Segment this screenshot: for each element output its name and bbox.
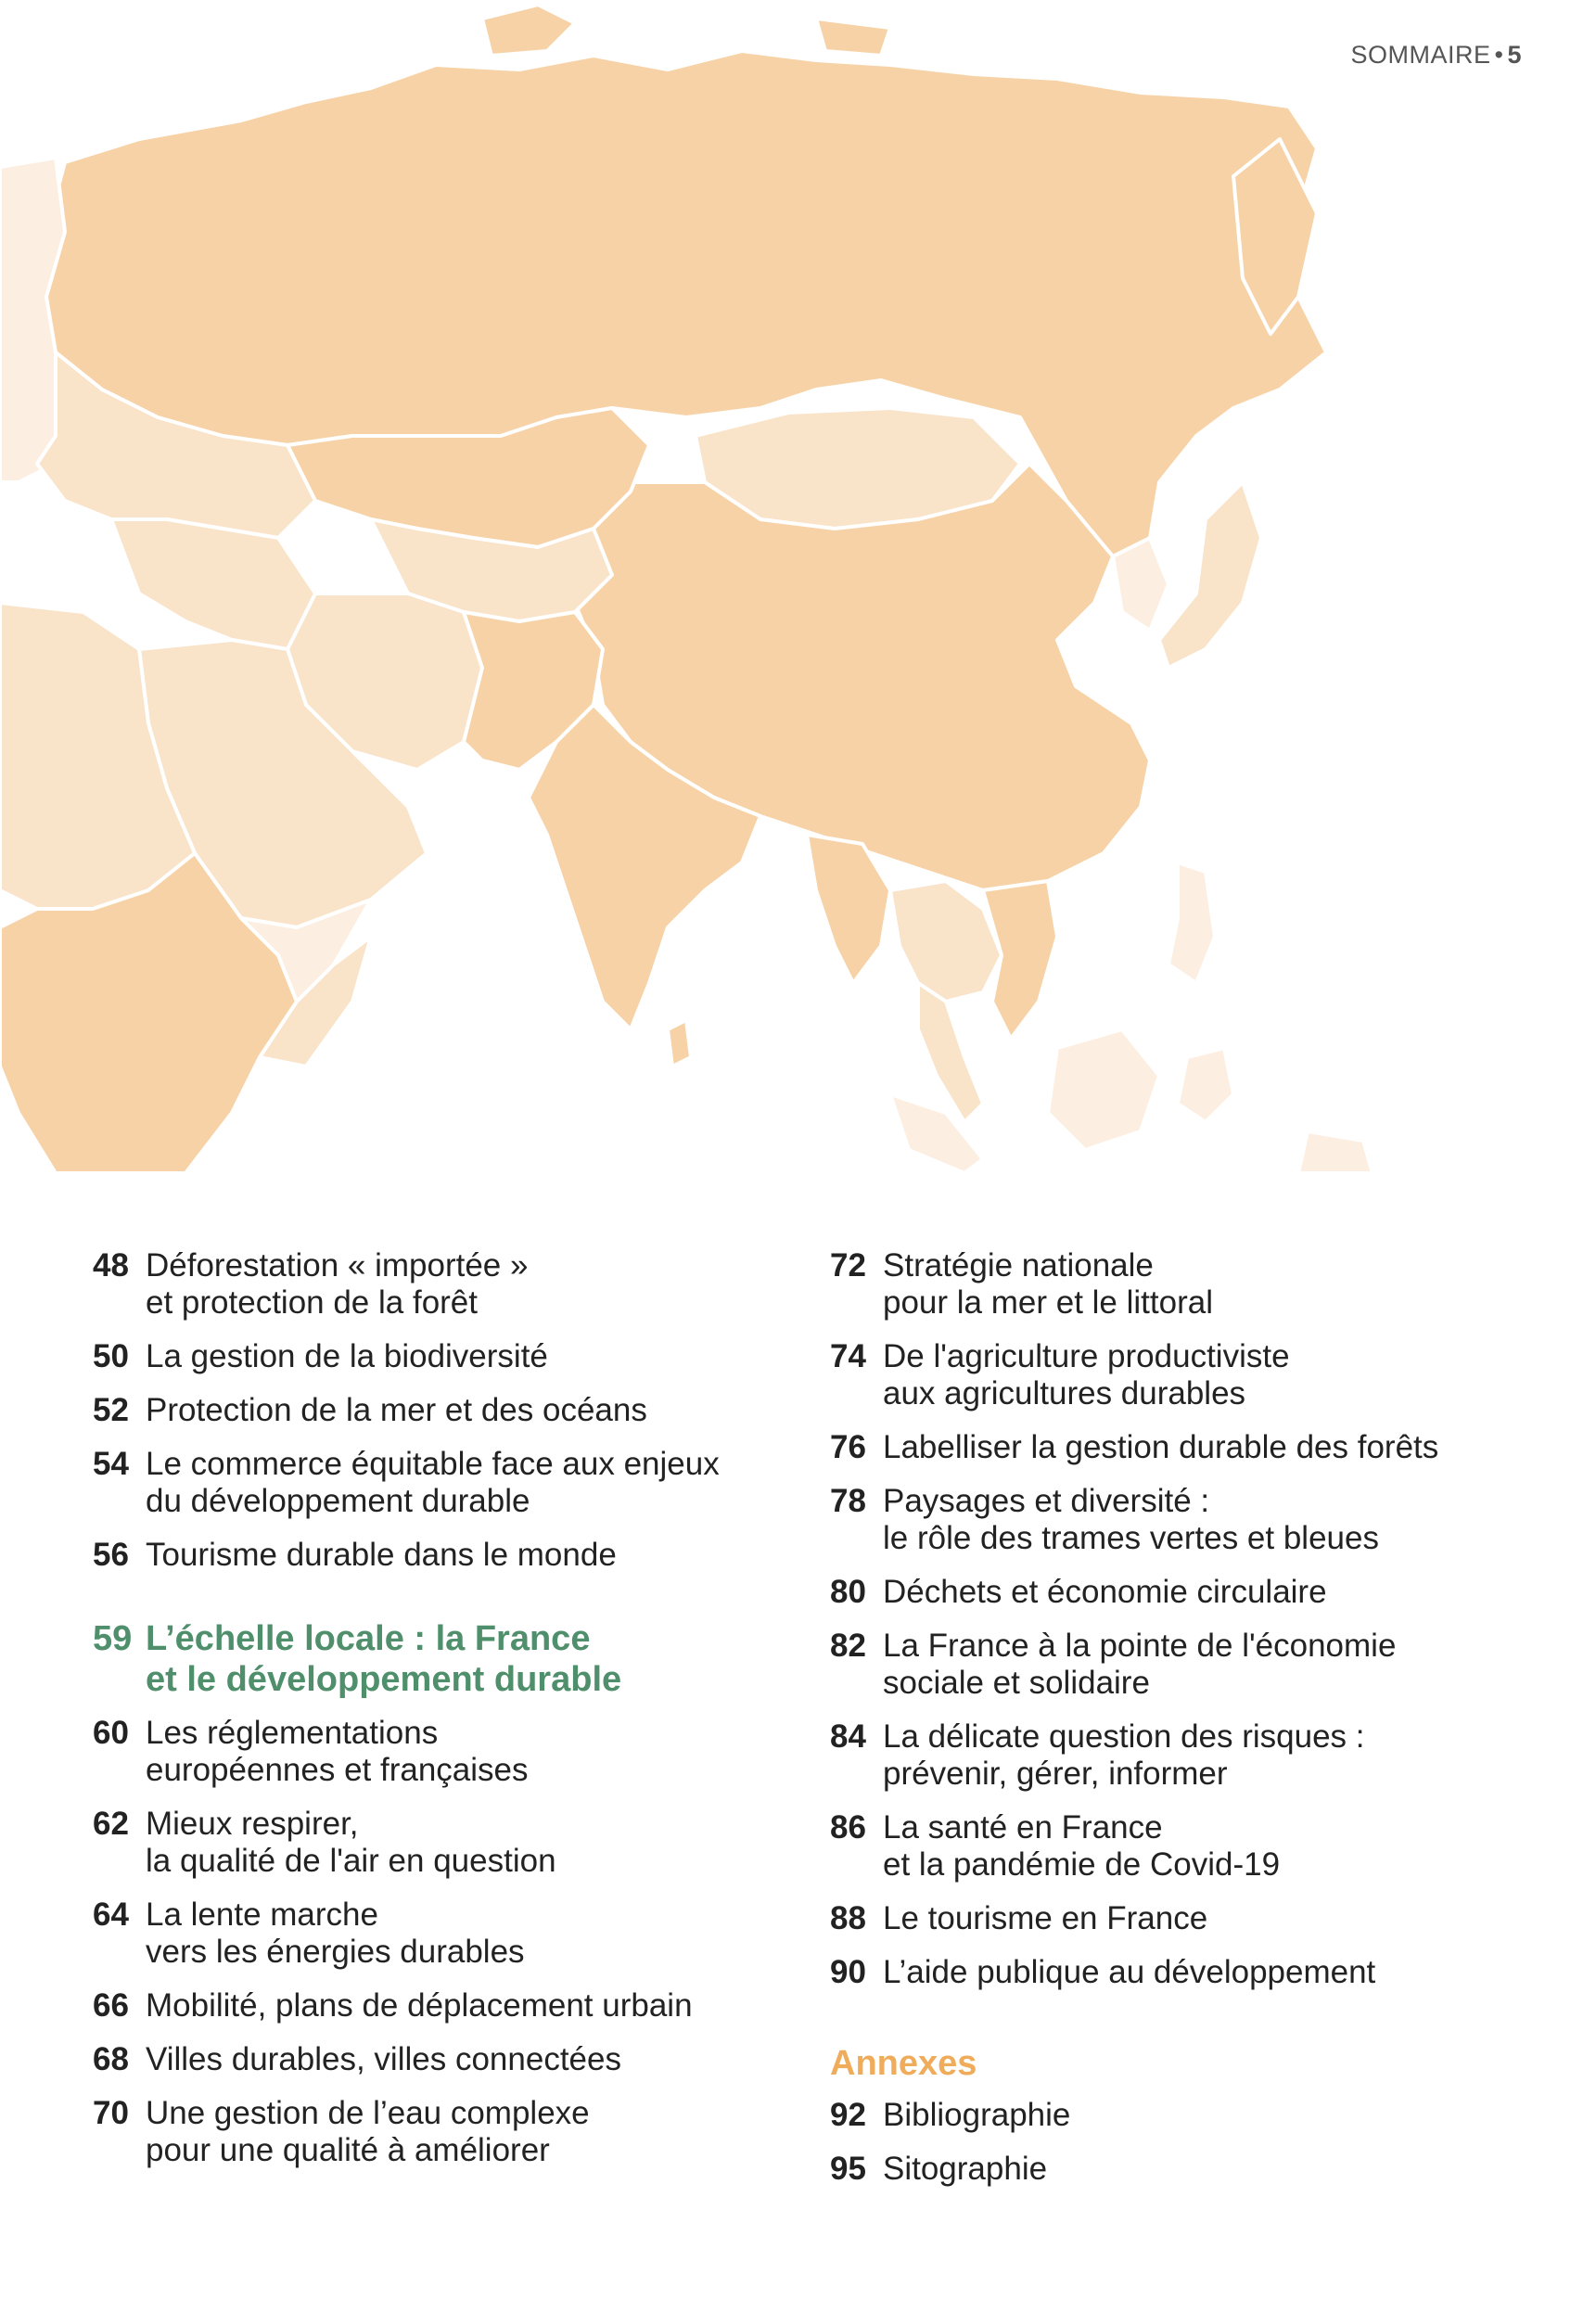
toc-page-number: 50 [93,1338,129,1374]
toc-page-number: 56 [93,1537,129,1573]
toc-entry[interactable] [830,1628,1498,1702]
toc-section-local[interactable] [93,1618,742,1700]
toc-entry[interactable] [93,1537,742,1574]
toc-entry[interactable] [93,1392,742,1429]
toc-entry[interactable] [93,2041,742,2078]
toc-entry[interactable] [830,2097,1498,2134]
annexes-heading: Annexes [830,2044,977,2083]
toc-group-annexes [830,2097,1498,2188]
toc-entry-title-line: Paysages et diversité : [883,1483,1210,1519]
toc-entry-title-line: La délicate question des risques : [883,1718,1365,1755]
toc-entry-title-line: du développement durable [146,1483,530,1519]
toc-entry[interactable] [830,1900,1498,1937]
header-separator: • [1494,41,1504,69]
toc-entry-title-line: la qualité de l'air en question [146,1843,556,1879]
toc-page-number: 76 [830,1429,866,1465]
toc-entry-title-line: et protection de la forêt [146,1284,478,1321]
toc-entry-title-line: Déchets et économie circulaire [883,1574,1327,1610]
toc-page-number: 82 [830,1628,866,1664]
toc-entry-title-line: européennes et françaises [146,1752,529,1788]
toc-right-column [830,1247,1498,2204]
toc-entry[interactable] [93,1247,742,1322]
toc-page-number: 86 [830,1809,866,1846]
header-label: SOMMAIRE [1350,41,1491,69]
toc-entry-title-line: Déforestation « importée » [146,1247,529,1284]
running-header [1351,41,1523,70]
new-guinea [1298,1131,1373,1173]
philippines [1168,862,1215,983]
toc-entry[interactable] [93,2095,742,2169]
turkey-caucasus [111,519,315,649]
borneo [1048,1029,1159,1150]
toc-page-number: 88 [830,1900,866,1936]
toc-entry-title-line: Protection de la mer et des océans [146,1392,647,1428]
toc-entry-title-line: Sitographie [883,2151,1048,2187]
toc-page-number: 64 [93,1897,129,1933]
toc-page-number: 62 [93,1806,129,1842]
toc-entry[interactable] [830,2151,1498,2188]
toc-entry-title-line: sociale et solidaire [883,1665,1150,1701]
toc-entry-title-line: De l'agriculture productiviste [883,1338,1290,1374]
toc-entry-title-line: Les réglementations [146,1715,439,1751]
toc-page-number: 84 [830,1718,866,1755]
toc-page-number: 92 [830,2097,866,2133]
toc-entry-title-line: Mieux respirer, [146,1806,359,1842]
toc-entry-title-line: le rôle des trames vertes et bleues [883,1520,1379,1556]
toc-entry-title-line: Labelliser la gestion durable des forêts [883,1429,1439,1465]
toc-entry[interactable] [830,1483,1498,1557]
malay-peninsula [918,983,983,1122]
toc-page-number: 54 [93,1446,129,1482]
toc-entry-title-line: La santé en France [883,1809,1163,1846]
toc-page-number: 68 [93,2041,129,2077]
sulawesi [1178,1048,1233,1122]
novaya-zemlya [482,5,575,56]
toc-group-france [830,1247,1498,1991]
toc-page-number: 48 [93,1247,129,1284]
toc-group-global [93,1247,742,1574]
toc-entry-title-line: La lente marche [146,1897,378,1933]
toc-entry-title-line: Mobilité, plans de déplacement urbain [146,1987,693,2024]
toc-page-number: 66 [93,1987,129,2024]
section-title-line: et le développement durable [146,1660,622,1699]
japan [1159,482,1261,668]
toc-entry-title-line: Tourisme durable dans le monde [146,1537,617,1573]
toc-entry[interactable] [830,1429,1498,1466]
toc-page-number: 90 [830,1954,866,1990]
toc-page-number: 78 [830,1483,866,1519]
toc-entry[interactable] [830,1809,1498,1884]
toc-entry-title-line: pour une qualité à améliorer [146,2132,550,2168]
toc-page-number: 72 [830,1247,866,1284]
toc-entry-title-line: Une gestion de l’eau complexe [146,2095,590,2131]
toc-entry[interactable] [93,1897,742,1971]
toc-entry[interactable] [830,1954,1498,1991]
toc-entry[interactable] [93,1446,742,1520]
toc-entry-title-line: aux agricultures durables [883,1375,1246,1411]
sri-lanka [668,1020,691,1066]
section-page-number: 59 [93,1619,133,1658]
toc-entry[interactable] [93,1338,742,1375]
toc-page-number: 95 [830,2151,866,2187]
toc-entry[interactable] [93,1715,742,1789]
toc-page-number: 80 [830,1574,866,1610]
toc-entry-title-line: et la pandémie de Covid-19 [883,1846,1281,1883]
toc-left-column [93,1247,742,2186]
toc-entry[interactable] [93,1987,742,2024]
toc-entry-title-line: vers les énergies durables [146,1934,525,1970]
toc-entry[interactable] [830,1247,1498,1322]
header-page-number: 5 [1507,41,1522,69]
toc-page-number: 74 [830,1338,866,1374]
toc-entry[interactable] [830,1338,1498,1412]
toc-entry[interactable] [830,1574,1498,1611]
toc-page-number: 52 [93,1392,129,1428]
toc-page-number: 60 [93,1715,129,1751]
toc-entry-title-line: Bibliographie [883,2097,1071,2133]
section-title-line: L’échelle locale : la France [146,1619,591,1658]
toc-group-local [93,1715,742,2169]
severnaya-zemlya [816,19,890,56]
toc-entry-title-line: prévenir, gérer, informer [883,1756,1228,1792]
toc-entry-title-line: L’aide publique au développement [883,1954,1376,1990]
toc-entry[interactable] [93,1806,742,1880]
toc-entry-title-line: Le commerce équitable face aux enjeux [146,1446,720,1482]
toc-entry-title-line: La France à la pointe de l'économie [883,1628,1397,1664]
korea [1113,538,1168,631]
toc-entry-title-line: pour la mer et le littoral [883,1284,1213,1321]
toc-entry[interactable] [830,1718,1498,1793]
toc-entry-title-line: Stratégie nationale [883,1247,1154,1284]
asia-map-illustration [0,0,1373,1173]
toc-entry-title-line: La gestion de la biodiversité [146,1338,548,1374]
toc-page-number: 70 [93,2095,129,2131]
toc-entry-title-line: Le tourisme en France [883,1900,1208,1936]
toc-entry-title-line: Villes durables, villes connectées [146,2041,621,2077]
